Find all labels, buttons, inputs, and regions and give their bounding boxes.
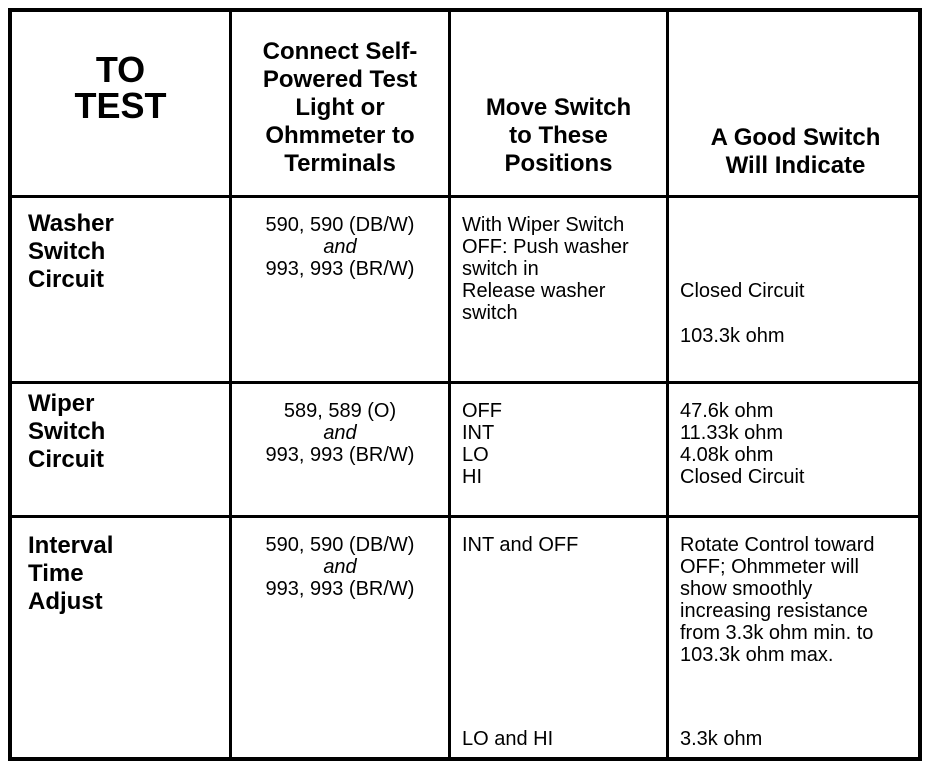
indicate-line: Rotate Control toward <box>680 534 875 556</box>
indicate-interval-top <box>680 534 920 666</box>
header-line: Ohmmeter to <box>265 122 415 149</box>
header-line: TEST <box>74 85 167 126</box>
header-line: Will Indicate <box>725 152 866 179</box>
row-name-line: Switch <box>28 418 106 445</box>
indicate-line: 103.3k ohm max. <box>680 644 834 666</box>
terminal-line: 590, 590 (DB/W) <box>265 214 415 236</box>
terminal-line: 993, 993 (BR/W) <box>265 444 415 466</box>
header-move-switch <box>451 94 666 178</box>
position-line: LO and HI <box>462 728 554 750</box>
indicate-line: 11.33k ohm <box>680 422 784 444</box>
terminal-and: and <box>323 422 357 444</box>
row-name-wiper <box>28 390 228 474</box>
row-name-washer <box>28 210 228 294</box>
header-line: to These <box>509 122 608 149</box>
positions-interval-top <box>462 534 662 556</box>
positions-washer <box>462 214 662 324</box>
row-name-line: Circuit <box>28 446 105 473</box>
row-name-line: Time <box>28 560 84 587</box>
indicate-interval-bottom <box>680 728 920 750</box>
position-line: LO <box>462 444 489 466</box>
indicate-line: Closed Circuit <box>680 280 805 302</box>
indicate-line: Closed Circuit <box>680 466 805 488</box>
position-line: HI <box>462 466 482 488</box>
header-line: A Good Switch <box>710 124 881 151</box>
header-connect <box>232 38 448 178</box>
header-line: Connect Self- <box>262 38 418 65</box>
terminals-washer <box>232 214 448 280</box>
positions-interval-bottom <box>462 728 662 750</box>
indicate-line: OFF; Ohmmeter will <box>680 556 859 578</box>
indicate-line: show smoothly <box>680 578 813 600</box>
position-line: OFF <box>462 400 502 422</box>
position-line: switch in <box>462 258 539 280</box>
position-line: With Wiper Switch <box>462 214 625 236</box>
row-divider-3 <box>12 515 918 518</box>
row-name-line: Switch <box>28 238 106 265</box>
position-line: switch <box>462 302 518 324</box>
test-table <box>8 8 922 761</box>
position-line: INT <box>462 422 495 444</box>
indicate-line: 47.6k ohm <box>680 400 774 422</box>
indicate-line: 4.08k ohm <box>680 444 774 466</box>
row-name-line: Washer <box>28 210 114 237</box>
header-line: Powered Test <box>262 66 418 93</box>
terminal-line: 993, 993 (BR/W) <box>265 578 415 600</box>
indicate-wiper <box>680 400 920 488</box>
row-name-line: Wiper <box>28 390 95 417</box>
terminal-and: and <box>323 236 357 258</box>
terminal-and: and <box>323 556 357 578</box>
header-line: Terminals <box>284 150 396 177</box>
position-line: Release washer <box>462 280 606 302</box>
header-to-test <box>12 49 229 126</box>
indicate-line: 103.3k ohm <box>680 325 785 347</box>
row-divider-2 <box>12 381 918 384</box>
header-line: Light or <box>295 94 385 121</box>
row-name-interval <box>28 532 228 616</box>
indicate-washer-ohm <box>680 325 920 347</box>
terminals-wiper <box>232 400 448 466</box>
row-name-line: Adjust <box>28 588 103 615</box>
indicate-line: increasing resistance <box>680 600 868 622</box>
header-line: Positions <box>504 150 613 177</box>
header-line: TO <box>95 49 146 90</box>
indicate-line: from 3.3k ohm min. to <box>680 622 874 644</box>
row-name-line: Circuit <box>28 266 105 293</box>
row-name-line: Interval <box>28 532 114 559</box>
position-line: INT and OFF <box>462 534 579 556</box>
terminal-line: 993, 993 (BR/W) <box>265 258 415 280</box>
position-line: OFF: Push washer <box>462 236 629 258</box>
header-good-switch <box>669 124 922 180</box>
header-line: Move Switch <box>485 94 632 121</box>
row-divider-1 <box>12 195 918 198</box>
positions-wiper <box>462 400 662 488</box>
terminals-interval <box>232 534 448 600</box>
terminal-line: 590, 590 (DB/W) <box>265 534 415 556</box>
indicate-washer-closed <box>680 280 920 302</box>
terminal-line: 589, 589 (O) <box>283 400 397 422</box>
indicate-line: 3.3k ohm <box>680 728 763 750</box>
